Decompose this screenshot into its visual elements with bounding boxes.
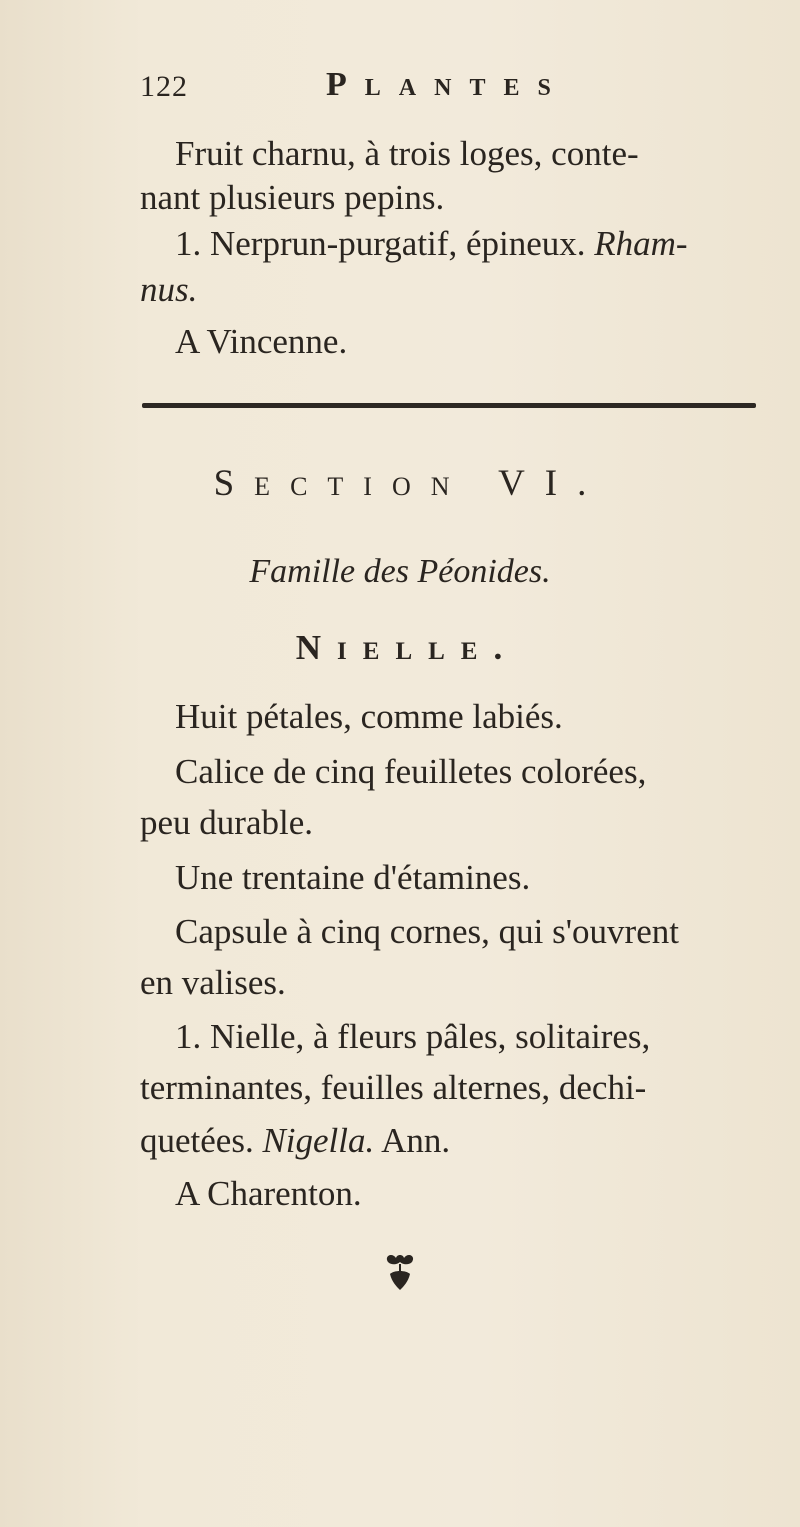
text-line: nant plusieurs pepins. xyxy=(140,178,445,217)
fleuron-ornament-icon xyxy=(382,1252,418,1292)
latin-name: Rham- xyxy=(594,224,688,263)
text-line: Huit pétales, comme labiés. xyxy=(175,697,563,736)
genus-heading: Nielle. xyxy=(295,628,519,667)
latin-name: Nigella. xyxy=(262,1121,375,1160)
text-line-body: quetées. xyxy=(140,1121,263,1160)
text-line: Fruit charnu, à trois loges, conte- xyxy=(175,134,639,173)
running-title: Plantes xyxy=(326,66,569,103)
section-heading: Section VI. xyxy=(213,463,607,504)
text-line xyxy=(140,1121,760,1161)
text-line: peu durable. xyxy=(140,803,313,842)
text-line: 1. Nielle, à fleurs pâles, solitaires, xyxy=(175,1017,651,1056)
duration-note: Ann. xyxy=(374,1121,451,1160)
latin-name-continuation: nus. xyxy=(140,270,198,309)
family-heading: Famille des Péonides. xyxy=(249,553,551,590)
text-line-body: 1. Nerprun-purgatif, épineux. xyxy=(175,224,595,263)
locality-line: A Vincenne. xyxy=(175,322,348,361)
running-head xyxy=(140,66,660,106)
text-line: terminantes, feuilles alternes, dechi- xyxy=(140,1068,647,1107)
locality-line: A Charenton. xyxy=(175,1174,362,1213)
page-number: 122 xyxy=(140,70,188,103)
text-line: Une trentaine d'étamines. xyxy=(175,858,531,897)
text-line: Calice de cinq feuilletes colorées, xyxy=(175,752,647,791)
section-divider xyxy=(142,403,756,408)
text-line xyxy=(175,224,795,264)
text-line: Capsule à cinq cornes, qui s'ouvrent xyxy=(175,912,679,951)
text-line: en valises. xyxy=(140,963,286,1002)
